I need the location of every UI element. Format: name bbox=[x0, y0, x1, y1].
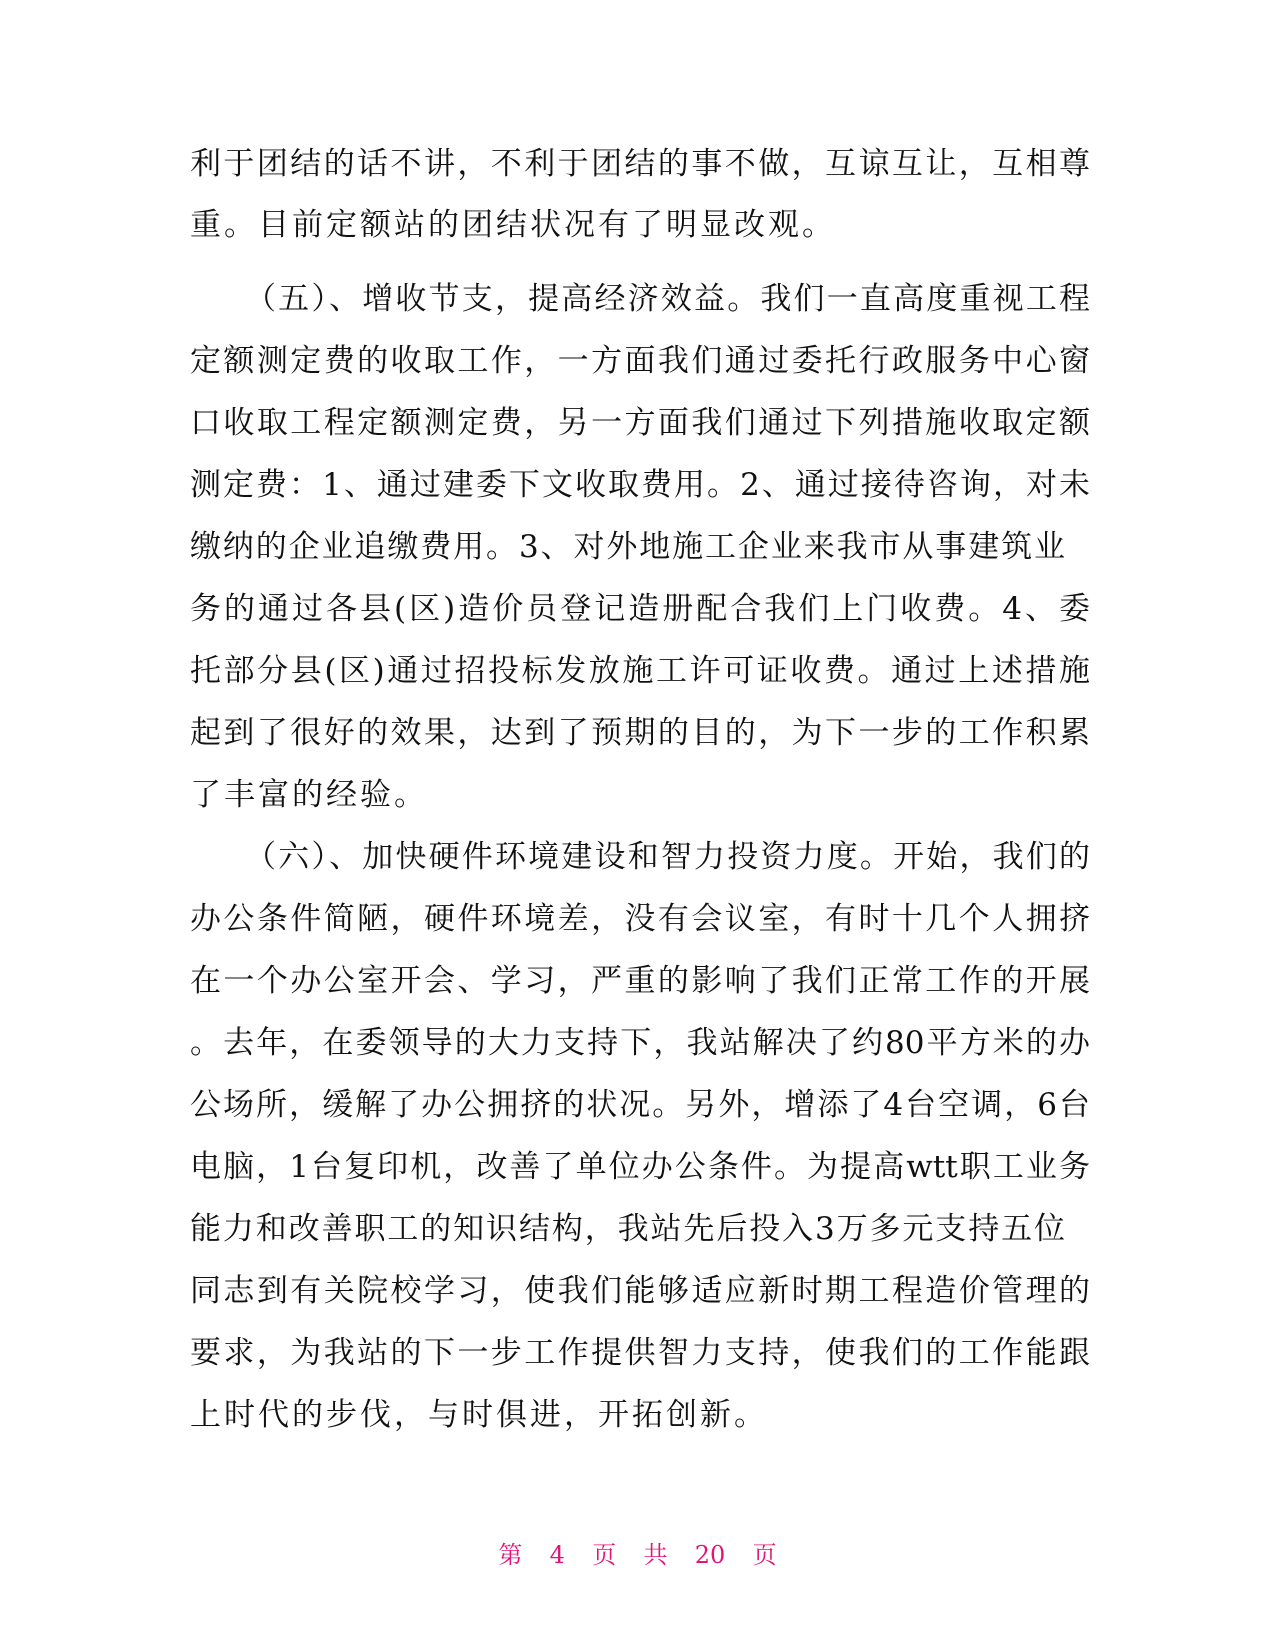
text-line: 了丰富的经验。 bbox=[190, 777, 428, 813]
text-line: 重。目前定额站的团结状况有了明显改观。 bbox=[190, 207, 836, 243]
text-line: 测定费：1、通过建委下文收取费用。2、通过接待咨询，对未 bbox=[190, 467, 1090, 503]
text-line: 利于团结的话不讲，不利于团结的事不做，互谅互让，互相尊 bbox=[190, 146, 1090, 182]
footer-suffix: 页 bbox=[752, 1541, 777, 1569]
text-line: 起到了很好的效果，达到了预期的目的，为下一步的工作积累 bbox=[190, 715, 1090, 751]
text-line: 电脑，1台复印机，改善了单位办公条件。为提高wtt职工业务 bbox=[190, 1149, 1090, 1185]
footer-page-word: 页 bbox=[592, 1541, 617, 1569]
text-line: 同志到有关院校学习，使我们能够适应新时期工程造价管理的 bbox=[190, 1273, 1090, 1309]
text-line: 要求，为我站的下一步工作提供智力支持，使我们的工作能跟 bbox=[190, 1335, 1090, 1371]
footer-prefix: 第 bbox=[498, 1541, 523, 1569]
text-line: 上时代的步伐，与时俱进，开拓创新。 bbox=[190, 1397, 768, 1433]
paragraph-start-line: （六）、加快硬件环境建设和智力投资力度。开始，我们的 bbox=[245, 839, 1090, 875]
text-line: 能力和改善职工的知识结构，我站先后投入3万多元支持五位 bbox=[190, 1211, 1065, 1247]
text-line: 缴纳的企业追缴费用。3、对外地施工企业来我市从事建筑业 bbox=[190, 529, 1065, 565]
text-line: 在一个办公室开会、学习，严重的影响了我们正常工作的开展 bbox=[190, 963, 1090, 999]
current-page-number: 4 bbox=[549, 1541, 565, 1569]
text-line: 口收取工程定额测定费，另一方面我们通过下列措施收取定额 bbox=[190, 405, 1090, 441]
text-line: 务的通过各县(区)造价员登记造册配合我们上门收费。4、委 bbox=[190, 591, 1090, 627]
text-line: 托部分县(区)通过招投标发放施工许可证收费。通过上述措施 bbox=[190, 653, 1090, 689]
paragraph-start-line: （五）、增收节支，提高经济效益。我们一直高度重视工程 bbox=[245, 281, 1090, 317]
text-line: 定额测定费的收取工作，一方面我们通过委托行政服务中心窗 bbox=[190, 343, 1090, 379]
footer-total-word: 共 bbox=[643, 1541, 668, 1569]
text-line: 公场所，缓解了办公拥挤的状况。另外，增添了4台空调，6台 bbox=[190, 1087, 1090, 1123]
text-line: 。去年，在委领导的大力支持下，我站解决了约80平方米的办 bbox=[190, 1025, 1090, 1061]
text-line: 办公条件简陋，硬件环境差，没有会议室，有时十几个人拥挤 bbox=[190, 901, 1090, 937]
total-pages-number: 20 bbox=[694, 1541, 726, 1569]
page-number-footer bbox=[0, 1538, 1275, 1572]
